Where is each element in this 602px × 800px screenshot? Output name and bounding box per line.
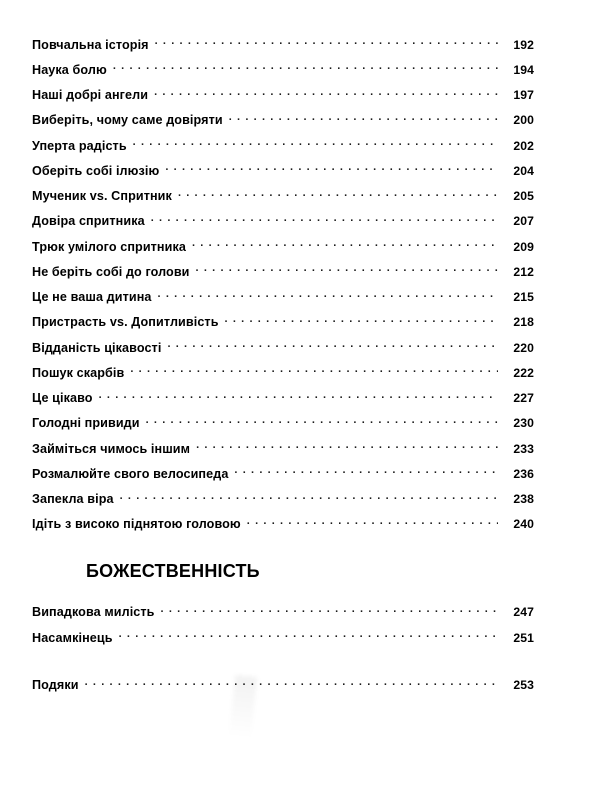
toc-entry[interactable] bbox=[32, 339, 534, 355]
toc-entry[interactable] bbox=[32, 213, 534, 229]
dot-leader bbox=[192, 238, 498, 251]
toc-entry-title: Уперта радість bbox=[32, 138, 127, 153]
dot-leader bbox=[85, 676, 498, 689]
dot-leader bbox=[158, 289, 498, 302]
table-of-contents bbox=[32, 36, 534, 702]
toc-entry-page: 212 bbox=[513, 264, 534, 279]
toc-entry-title: Довіра спритника bbox=[32, 214, 145, 229]
toc-entry[interactable] bbox=[32, 112, 534, 128]
toc-entry-title: Це цікаво bbox=[32, 391, 93, 406]
toc-entry[interactable] bbox=[32, 440, 534, 456]
dot-leader bbox=[167, 339, 498, 352]
toc-entry[interactable] bbox=[32, 314, 534, 330]
toc-entry-page: 204 bbox=[513, 163, 534, 178]
dot-leader bbox=[165, 162, 498, 175]
toc-entry-title: Подяки bbox=[32, 677, 79, 692]
dot-leader bbox=[196, 440, 498, 453]
dot-leader bbox=[130, 364, 498, 377]
toc-entry-title: Займіться чимось іншим bbox=[32, 441, 191, 456]
toc-entry-title: Пристрасть vs. Допитливість bbox=[32, 315, 219, 330]
dot-leader bbox=[161, 604, 498, 617]
toc-entry-title: Запекла віра bbox=[32, 492, 114, 507]
toc-entry[interactable] bbox=[32, 604, 534, 620]
toc-entry-title: Мученик vs. Спритник bbox=[32, 189, 172, 204]
toc-entry[interactable] bbox=[32, 491, 534, 507]
toc-entry-page: 218 bbox=[513, 315, 534, 330]
toc-entry-page: 236 bbox=[513, 466, 534, 481]
dot-leader bbox=[178, 188, 498, 201]
dot-leader bbox=[146, 415, 498, 428]
toc-entry-page: 227 bbox=[513, 391, 534, 406]
toc-entry-title: Не беріть собі до голови bbox=[32, 264, 190, 279]
toc-entry-page: 222 bbox=[513, 365, 534, 380]
toc-entry-title: Голодні привиди bbox=[32, 416, 140, 431]
toc-entry[interactable] bbox=[32, 415, 534, 431]
toc-entry-page: 220 bbox=[513, 340, 534, 355]
dot-leader bbox=[113, 61, 498, 74]
toc-entry-title: Відданість цікавості bbox=[32, 340, 162, 355]
dot-leader bbox=[120, 491, 498, 504]
toc-entry[interactable] bbox=[32, 87, 534, 103]
toc-entry-page: 238 bbox=[513, 492, 534, 507]
toc-entry-title: Це не ваша дитина bbox=[32, 290, 152, 305]
dot-leader bbox=[196, 263, 498, 276]
toc-entry[interactable] bbox=[32, 36, 534, 52]
toc-entry[interactable] bbox=[32, 364, 534, 380]
toc-entry-page: 209 bbox=[513, 239, 534, 254]
dot-leader bbox=[247, 516, 498, 529]
toc-entry-page: 247 bbox=[513, 605, 534, 620]
toc-entry-title: Наші добрі ангели bbox=[32, 88, 149, 103]
toc-entry-page: 197 bbox=[513, 88, 534, 103]
toc-entry-title: Розмалюйте свого велосипеда bbox=[32, 466, 229, 481]
toc-entry-page: 215 bbox=[513, 290, 534, 305]
toc-entry-title: Випадкова милість bbox=[32, 605, 155, 620]
dot-leader bbox=[99, 390, 498, 403]
toc-entry-page: 194 bbox=[513, 62, 534, 77]
dot-leader bbox=[229, 112, 498, 125]
toc-entry[interactable] bbox=[32, 263, 534, 279]
toc-group-tail bbox=[32, 676, 534, 692]
dot-leader bbox=[119, 629, 498, 642]
dot-leader bbox=[133, 137, 498, 150]
dot-leader bbox=[155, 36, 498, 49]
toc-entry[interactable] bbox=[32, 390, 534, 406]
toc-entry-page: 192 bbox=[513, 37, 534, 52]
spacer bbox=[32, 654, 534, 676]
toc-entry[interactable] bbox=[32, 61, 534, 77]
toc-entry-page: 233 bbox=[513, 441, 534, 456]
dot-leader bbox=[225, 314, 498, 327]
toc-entry-title: Оберіть собі ілюзію bbox=[32, 163, 160, 178]
toc-entry[interactable] bbox=[32, 676, 534, 692]
toc-entry[interactable] bbox=[32, 137, 534, 153]
toc-entry-title: Виберіть, чому саме довіряти bbox=[32, 113, 223, 128]
toc-entry-page: 205 bbox=[513, 189, 534, 204]
toc-entry-page: 230 bbox=[513, 416, 534, 431]
toc-entry[interactable] bbox=[32, 516, 534, 532]
toc-entry-title: Ідіть з високо піднятою головою bbox=[32, 517, 241, 532]
dot-leader bbox=[151, 213, 498, 226]
toc-entry-page: 200 bbox=[513, 113, 534, 128]
toc-group-section bbox=[32, 604, 534, 645]
toc-entry-title: Трюк умілого спритника bbox=[32, 239, 186, 254]
toc-entry-title: Насамкінець bbox=[32, 630, 113, 645]
dot-leader bbox=[154, 87, 498, 100]
toc-entry[interactable] bbox=[32, 465, 534, 481]
toc-entry[interactable] bbox=[32, 289, 534, 305]
toc-entry-title: Наука болю bbox=[32, 62, 107, 77]
toc-entry-title: Повчальна історія bbox=[32, 37, 149, 52]
toc-entry[interactable] bbox=[32, 188, 534, 204]
toc-entry[interactable] bbox=[32, 162, 534, 178]
section-heading: БОЖЕСТВЕННІСТЬ bbox=[86, 560, 260, 581]
toc-entry-page: 207 bbox=[513, 214, 534, 229]
toc-entry-page: 251 bbox=[513, 630, 534, 645]
toc-entry-page: 240 bbox=[513, 517, 534, 532]
toc-group-primary bbox=[32, 36, 534, 532]
toc-entry-page: 253 bbox=[513, 677, 534, 692]
toc-entry[interactable] bbox=[32, 629, 534, 645]
dot-leader bbox=[234, 465, 498, 478]
toc-entry-page: 202 bbox=[513, 138, 534, 153]
toc-entry-title: Пошук скарбів bbox=[32, 365, 125, 380]
toc-entry[interactable] bbox=[32, 238, 534, 254]
